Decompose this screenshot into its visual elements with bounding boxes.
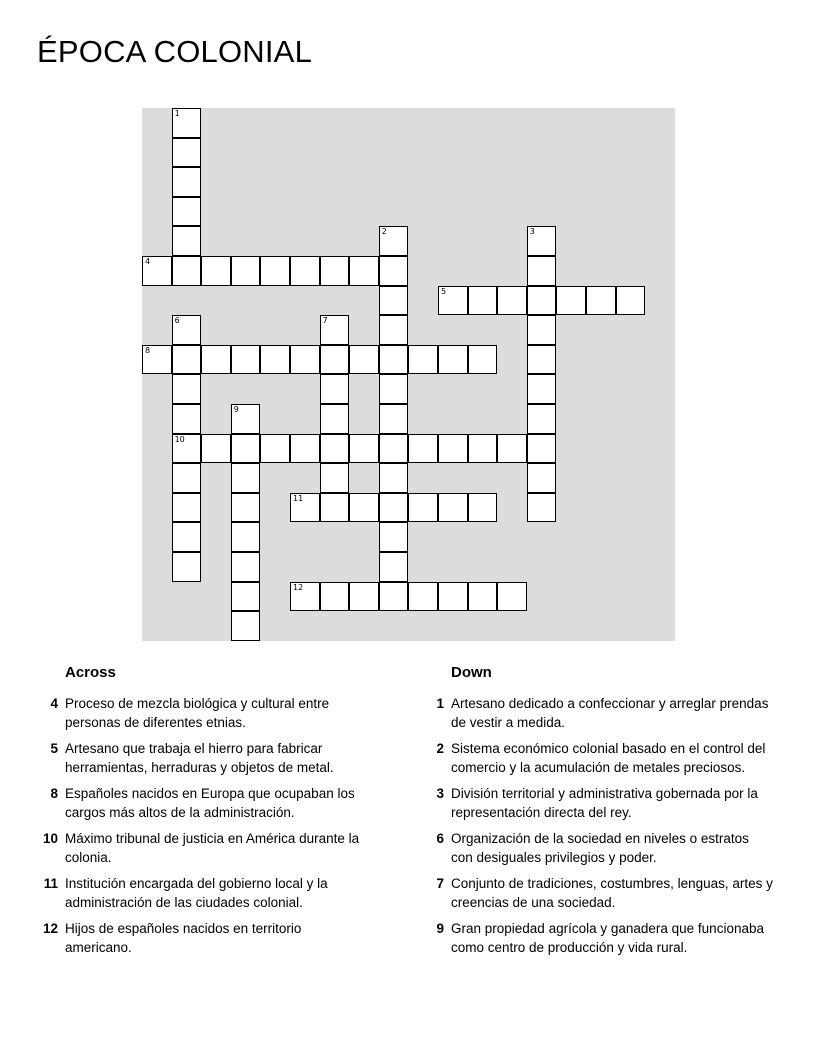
across-clue (38, 695, 368, 732)
grid-cell[interactable] (231, 522, 261, 552)
grid-cell[interactable] (231, 434, 261, 464)
grid-cell[interactable] (527, 434, 557, 464)
down-clue (424, 785, 774, 822)
grid-cell[interactable] (497, 286, 527, 316)
grid-cell[interactable] (468, 345, 498, 375)
cell-number: 1 (174, 109, 180, 118)
down-clue (424, 830, 774, 867)
across-clue (38, 785, 368, 822)
cell-number: 8 (145, 345, 151, 355)
grid-cell[interactable] (527, 256, 557, 286)
grid-cell[interactable] (408, 434, 438, 464)
down-clues (424, 664, 774, 965)
grid-cell[interactable] (260, 345, 290, 375)
grid-cell[interactable] (231, 611, 261, 641)
clue-number: 10 (42, 831, 58, 846)
clue-text: Artesano que trabaja el hierro para fabricar herramientas, herraduras y objetos de metal. (65, 741, 334, 775)
down-clue-list (424, 695, 774, 957)
grid-cell[interactable] (379, 582, 409, 612)
grid-cell[interactable] (468, 493, 498, 523)
grid-cell[interactable] (260, 256, 290, 286)
cell-number: 5 (441, 286, 447, 296)
grid-cell[interactable] (379, 286, 409, 316)
clue-text: Artesano dedicado a confeccionar y arreglar prendas de vestir a medida. (451, 696, 769, 730)
grid-cell[interactable] (349, 345, 379, 375)
across-clue (38, 830, 368, 867)
clue-text: Conjunto de tradiciones, costumbres, lenguas, artes y creencias de una sociedad. (451, 876, 773, 910)
cell-number: 9 (233, 405, 239, 414)
clue-number: 7 (436, 876, 444, 891)
clue-number: 11 (43, 876, 58, 891)
grid-cell[interactable] (468, 286, 498, 316)
grid-cell[interactable] (438, 493, 468, 523)
grid-cell[interactable] (231, 345, 261, 375)
grid-cell[interactable] (290, 582, 320, 612)
grid-cell[interactable] (349, 493, 379, 523)
grid-cell[interactable] (527, 374, 557, 404)
cell-number: 10 (174, 434, 185, 444)
across-heading: Across (65, 664, 116, 681)
grid-cell[interactable] (201, 256, 231, 286)
cell-number: 3 (529, 227, 535, 237)
grid-cell[interactable] (349, 582, 379, 612)
grid-cell[interactable] (172, 522, 202, 552)
clue-text: División territorial y administrativa gobernada por la representación directa del rey. (451, 786, 758, 820)
clue-text: Gran propiedad agrícola y ganadera que funcionaba como centro de producción y vida rural. (451, 921, 764, 955)
grid-cell[interactable] (172, 167, 202, 197)
grid-cell[interactable] (172, 552, 202, 582)
clue-number: 1 (436, 696, 444, 711)
down-clue (424, 920, 774, 957)
grid-cell[interactable] (586, 286, 616, 316)
grid-cell[interactable] (408, 582, 438, 612)
grid-cell[interactable] (379, 463, 409, 493)
grid-cell[interactable] (231, 582, 261, 612)
grid-cell[interactable] (408, 493, 438, 523)
grid-cell[interactable] (172, 108, 202, 138)
grid-cell[interactable] (172, 138, 202, 168)
grid-cell[interactable] (172, 374, 202, 404)
down-clue (424, 695, 774, 732)
across-clue (38, 920, 368, 957)
clue-number: 6 (436, 831, 444, 846)
grid-cell[interactable] (527, 226, 557, 256)
grid-cell[interactable] (290, 345, 320, 375)
clue-text: Hijos de españoles nacidos en territorio americano. (65, 921, 302, 955)
grid-cell[interactable] (320, 434, 350, 464)
clue-text: Institución encargada del gobierno local y la administración de las ciudades colonial. (65, 876, 328, 910)
grid-cell[interactable] (172, 493, 202, 523)
grid-cell[interactable] (468, 434, 498, 464)
cell-number: 6 (174, 316, 180, 326)
cell-number: 12 (293, 582, 304, 592)
grid-cell[interactable] (201, 345, 231, 375)
grid-cell[interactable] (231, 493, 261, 523)
grid-cell[interactable] (320, 374, 350, 404)
clue-text: Sistema económico colonial basado en el control del comercio y la acumulación de metales preciosos. (451, 741, 766, 775)
grid-cell[interactable] (260, 434, 290, 464)
grid-cell[interactable] (172, 226, 202, 256)
grid-cell[interactable] (527, 404, 557, 434)
clue-number: 8 (50, 786, 58, 801)
clue-text: Proceso de mezcla biológica y cultural entre personas de diferentes etnias. (65, 696, 330, 730)
cell-number: 7 (322, 316, 328, 326)
grid-cell[interactable] (290, 434, 320, 464)
across-clue (38, 875, 368, 912)
clue-number: 12 (42, 921, 58, 936)
grid-cell[interactable] (379, 404, 409, 434)
clue-text: Organización de la sociedad en niveles o estratos con desiguales privilegios y poder. (451, 831, 749, 865)
clue-text: Máximo tribunal de justicia en América durante la colonia. (65, 831, 360, 865)
clue-number: 3 (436, 786, 444, 801)
grid-cell[interactable] (290, 256, 320, 286)
across-clue-list (38, 695, 368, 957)
down-clue (424, 740, 774, 777)
grid-cell[interactable] (527, 493, 557, 523)
grid-cell[interactable] (320, 582, 350, 612)
cell-number: 4 (145, 257, 151, 266)
grid-cell[interactable] (497, 434, 527, 464)
grid-cell[interactable] (408, 345, 438, 375)
grid-cell[interactable] (349, 434, 379, 464)
cell-number: 11 (293, 493, 304, 503)
grid-cell[interactable] (438, 434, 468, 464)
grid-cell[interactable] (172, 315, 202, 345)
grid-cell[interactable] (231, 256, 261, 286)
grid-cell[interactable] (172, 434, 202, 464)
clue-number: 4 (50, 696, 58, 711)
grid-cell[interactable] (320, 315, 350, 345)
grid-cell[interactable] (172, 404, 202, 434)
grid-cell[interactable] (201, 434, 231, 464)
grid-cell[interactable] (172, 256, 202, 286)
grid-cell[interactable] (172, 197, 202, 227)
grid-cell[interactable] (231, 404, 261, 434)
grid-cell[interactable] (616, 286, 646, 316)
page-title: ÉPOCA COLONIAL (37, 34, 313, 69)
grid-cell[interactable] (142, 345, 172, 375)
down-clue (424, 875, 774, 912)
grid-cell[interactable] (438, 582, 468, 612)
clue-number: 9 (436, 921, 444, 936)
grid-cell[interactable] (527, 315, 557, 345)
cell-number: 2 (381, 227, 387, 237)
grid-cell[interactable] (379, 493, 409, 523)
grid-cell[interactable] (231, 552, 261, 582)
grid-cell[interactable] (231, 463, 261, 493)
grid-cell[interactable] (142, 256, 172, 286)
grid-cell[interactable] (172, 345, 202, 375)
clue-number: 2 (436, 741, 444, 756)
grid-cell[interactable] (438, 345, 468, 375)
grid-cell[interactable] (320, 463, 350, 493)
grid-cell[interactable] (527, 345, 557, 375)
across-clues (38, 664, 368, 965)
grid-cell[interactable] (379, 226, 409, 256)
grid-cell[interactable] (320, 345, 350, 375)
grid-cell[interactable] (527, 286, 557, 316)
grid-cell[interactable] (379, 315, 409, 345)
down-heading: Down (451, 664, 492, 681)
grid-cell[interactable] (379, 522, 409, 552)
grid-cell[interactable] (172, 463, 202, 493)
grid-cell[interactable] (379, 374, 409, 404)
grid-cell[interactable] (438, 286, 468, 316)
grid-cell[interactable] (349, 256, 379, 286)
crossword-grid (142, 108, 675, 641)
grid-cell[interactable] (497, 582, 527, 612)
grid-cell[interactable] (379, 434, 409, 464)
grid-cell[interactable] (468, 582, 498, 612)
across-clue (38, 740, 368, 777)
grid-cell[interactable] (379, 256, 409, 286)
clue-number: 5 (50, 741, 58, 756)
grid-cell[interactable] (379, 552, 409, 582)
grid-cell[interactable] (320, 256, 350, 286)
grid-cell[interactable] (290, 493, 320, 523)
grid-cell[interactable] (527, 463, 557, 493)
grid-cell[interactable] (556, 286, 586, 316)
grid-cell[interactable] (379, 345, 409, 375)
grid-cell[interactable] (320, 493, 350, 523)
grid-cell[interactable] (320, 404, 350, 434)
clue-text: Españoles nacidos en Europa que ocupaban los cargos más altos de la administración. (65, 786, 355, 820)
